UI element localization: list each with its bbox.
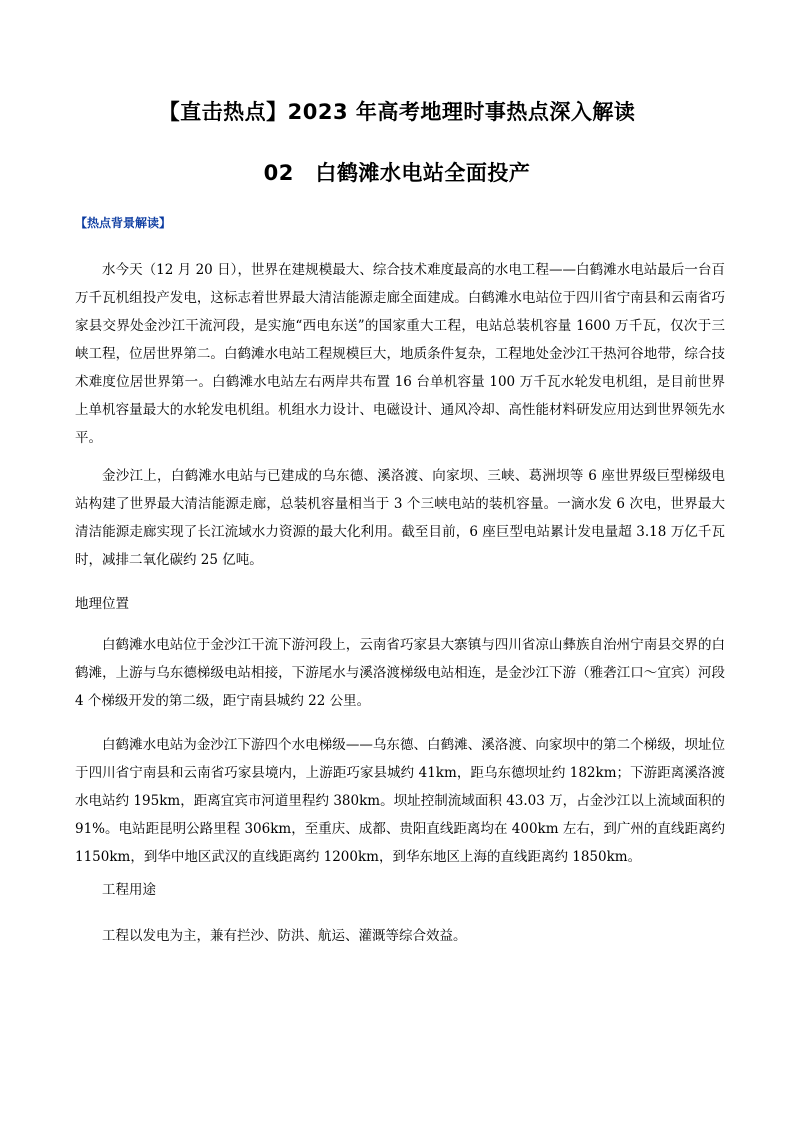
paragraph-background-2: 金沙江上，白鹤滩水电站与已建成的乌东德、溪洛渡、向家坝、三峡、葛洲坝等 6 座世界级巨型梯级电站构建了世界最大清洁能源走廊，总装机容量相当于 3 个三峡电站的装机容量。一滴水发 6 次电，世界最大清洁能源走廊实现了长江流域水力资源的最大化利用。截至目前，6 座巨型电站累计发电量超 3.18 万亿千瓦时，减排二氧化碳约 25 亿吨。 [75,468,725,568]
paragraph-location-1: 白鹤滩水电站位于金沙江干流下游河段上，云南省巧家县大寨镇与四川省凉山彝族自治州宁南县交界的白鹤滩，上游与乌东德梯级电站相接，下游尾水与溪洛渡梯级电站相连，是金沙江下游（雅砻江口～宜宾）河段 4 个梯级开发的第二级，距宁南县城约 22 公里。 [75,637,725,709]
page-title: 【直击热点】2023 年高考地理时事热点深入解读 [158,100,636,124]
section-tag: 【热点背景解读】 [75,216,172,230]
paragraph-location-2: 白鹤滩水电站为金沙江下游四个水电梯级——乌东德、白鹤滩、溪洛渡、向家坝中的第二个梯级，坝址位于四川省宁南县和云南省巧家县境内，上游距巧家县城约 41km，距乌东德坝址约 182km；下游距离溪洛渡水电站约 195km，距离宜宾市河道里程约 380km。坝址控制流域面积 43.03 万，占金沙江以上流域面积的 91%。电站距昆明公路里程 306km，至重庆、成都、贵阳直线距离均在 400km 左右，到广州的直线距离约 1150km，到华中地区武汉的直线距离约 1200km，到华东地区上海的直线距离约 1850km。 [75,737,725,865]
page-subtitle: 02 白鹤滩水电站全面投产 [263,161,531,185]
paragraph-background-1: 水今天（12 月 20 日），世界在建规模最大、综合技术难度最高的水电工程——白鹤滩水电站最后一台百万千瓦机组投产发电，这标志着世界最大清洁能源走廊全面建成。白鹤滩水电站位于四川省宁南县和云南省巧家县交界处金沙江干流河段，是实施“西电东送”的国家重大工程，电站总装机容量 1600 万千瓦，仅次于三峡工程，位居世界第二。白鹤滩水电站工程规模巨大，地质条件复杂，工程地处金沙江干热河谷地带，综合技术难度位居世界第一。白鹤滩水电站左右两岸共布置 16 台单机容量 100 万千瓦水轮发电机组，是目前世界上单机容量最大的水轮发电机组。机组水力设计、电磁设计、通风冷却、高性能材料研发应用达到世界领先水平。 [75,262,725,446]
heading-purpose: 工程用途 [102,882,156,898]
paragraph-purpose: 工程以发电为主，兼有拦沙、防洪、航运、灌溉等综合效益。 [102,928,467,944]
heading-geography: 地理位置 [75,596,129,612]
